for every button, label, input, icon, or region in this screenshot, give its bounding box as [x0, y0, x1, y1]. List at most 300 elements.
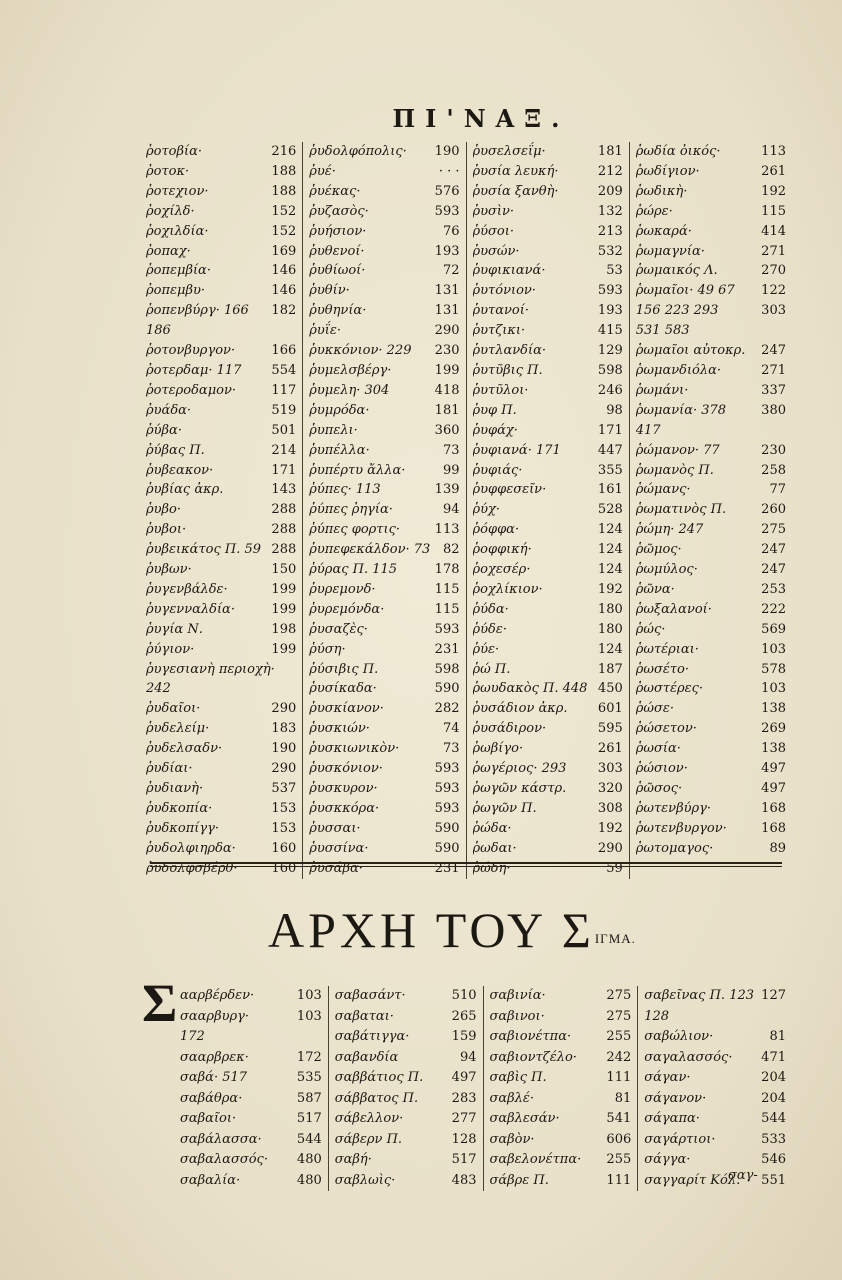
page-number: 598	[434, 661, 460, 677]
page-number: 447	[597, 442, 623, 458]
page-number: 544	[296, 1131, 322, 1147]
page-number: 414	[761, 223, 786, 239]
index-column	[140, 142, 302, 879]
index-entry	[473, 500, 623, 520]
index-entry	[309, 341, 459, 361]
index-entry	[309, 520, 459, 540]
index-entry	[636, 242, 786, 262]
index-entry	[473, 699, 623, 719]
index-term: ῥοτοκ·	[146, 163, 190, 179]
page-number: 535	[296, 1070, 322, 1085]
index-entry	[636, 560, 786, 580]
page-number: 578	[761, 661, 786, 677]
index-term: ῥυβεακον·	[146, 462, 214, 478]
page-number: 598	[597, 362, 623, 378]
page-number: 143	[271, 482, 297, 498]
index-entry	[309, 381, 459, 401]
index-term: ῥυσκίανον·	[309, 701, 384, 717]
page-number: 551	[761, 1172, 786, 1188]
index-term: ῥωυδακὸς Π. 448	[472, 681, 588, 697]
page-number: 593	[434, 203, 460, 219]
index-term: ῥοφφική·	[472, 542, 532, 558]
index-term: ῥυφιάς·	[472, 462, 523, 478]
index-entry	[636, 660, 786, 680]
index-term: ῥυρεμόνδα·	[309, 601, 385, 617]
page-number: 497	[451, 1070, 477, 1085]
page-number: 517	[296, 1111, 322, 1126]
page-number: 103	[761, 681, 786, 697]
page-number: 593	[434, 621, 460, 637]
page-number: 480	[296, 1172, 322, 1188]
index-term: ῥυμελη· 304	[309, 382, 390, 398]
catchword: σαγ-	[728, 1168, 758, 1183]
index-entry	[146, 779, 296, 799]
index-term: ῥυτζικι·	[472, 323, 526, 339]
index-column	[302, 142, 465, 879]
page-number: 277	[451, 1111, 477, 1126]
index-entry	[473, 759, 623, 779]
index-entry	[309, 321, 459, 341]
index-entry	[309, 759, 459, 779]
index-term: ῥυφ Π.	[472, 402, 517, 418]
index-entry	[473, 242, 623, 262]
index-term: σαββάτιος Π.	[334, 1070, 424, 1085]
index-term: ῥωμανία· 378	[635, 402, 727, 418]
index-term: σαβλωὶς·	[334, 1172, 396, 1188]
page-number: 103	[296, 988, 322, 1003]
page-number: 94	[459, 1049, 477, 1065]
index-entry	[644, 1171, 786, 1192]
index-term: σαβαται·	[334, 1008, 394, 1024]
page-number: 138	[761, 741, 786, 757]
index-term: ῥυμρόδα·	[309, 402, 370, 418]
page-number: 111	[606, 1172, 632, 1188]
page-number: 337	[761, 382, 786, 398]
index-term: ῥυδελείμ·	[146, 721, 210, 737]
index-term: σααρβυργ·	[180, 1008, 250, 1024]
index-entry	[146, 699, 296, 719]
index-entry	[180, 1109, 322, 1130]
index-entry	[146, 242, 296, 262]
index-term: ῥόφφα·	[472, 522, 520, 538]
index-term: ῥώρε·	[635, 203, 673, 219]
index-term: ῥυσκόνιον·	[309, 761, 383, 777]
index-term: ῥυδελσαδν·	[146, 741, 223, 757]
index-term: ῥωμαῖοι αὐτοκρ.	[635, 343, 746, 359]
index-entry	[180, 1007, 322, 1028]
index-term: ῥωμαγνία·	[635, 243, 705, 259]
page-number: 160	[271, 860, 297, 876]
page-number: 230	[434, 343, 460, 359]
index-entry	[309, 281, 459, 301]
page-number: 270	[761, 263, 786, 279]
page-number: 150	[271, 562, 297, 578]
index-term: ῥύση·	[309, 641, 346, 657]
page-number: 271	[761, 243, 786, 259]
index-term: ῥυσία λευκή·	[472, 163, 559, 179]
page-number: 76	[442, 223, 460, 239]
index-term: ῥωγῶν κάστρ.	[472, 781, 567, 796]
index-entry	[644, 1048, 786, 1069]
index-column	[483, 986, 638, 1191]
index-entry	[309, 421, 459, 441]
index-entry	[146, 441, 296, 461]
index-term: ῥυρεμονδ·	[309, 581, 376, 597]
index-entry	[309, 819, 459, 839]
page-number: 199	[434, 362, 460, 378]
index-term: ῥυφιανά· 171	[472, 442, 561, 458]
page-number: 153	[271, 820, 297, 836]
page-number: 528	[597, 502, 623, 518]
index-entry	[309, 361, 459, 381]
page-number: 188	[271, 163, 297, 179]
page-number: 199	[271, 601, 297, 617]
index-entry	[180, 1171, 322, 1192]
index-entry	[146, 142, 296, 162]
index-term: ῥωξαλανοί·	[635, 601, 712, 617]
index-term: ῥυήσιον·	[309, 223, 367, 239]
page-number: 193	[434, 243, 460, 259]
index-entry	[636, 301, 786, 321]
index-term: σαβή·	[334, 1152, 372, 1167]
index-entry	[636, 281, 786, 301]
index-entry	[644, 1130, 786, 1151]
index-entry	[644, 1089, 786, 1110]
page-number: 590	[434, 820, 460, 836]
index-term: ῥοχίλδ·	[146, 203, 195, 219]
index-entry	[146, 739, 296, 759]
index-term: ῥυπεφεκάλδον· 73	[309, 542, 431, 558]
index-term: σάβελλον·	[334, 1111, 404, 1126]
index-term: 531 583	[635, 323, 690, 339]
page-number: 258	[761, 462, 786, 478]
index-term: ῥυσάδιρον·	[472, 721, 547, 737]
page-number: 253	[761, 581, 786, 597]
page-number: 199	[271, 641, 297, 657]
index-term: ῥύσοι·	[472, 223, 514, 239]
index-term: σαβλεσάν·	[489, 1111, 560, 1126]
index-entry	[146, 560, 296, 580]
index-term: ῥώσιον·	[635, 761, 688, 777]
index-term: ῥώδα·	[472, 820, 512, 836]
page-number: 192	[761, 183, 786, 199]
page-number: 172	[296, 1049, 322, 1065]
index-entry	[180, 1130, 322, 1151]
index-term: ῥύδα·	[472, 601, 509, 617]
index-entry	[335, 1171, 477, 1192]
page-number: 483	[451, 1172, 477, 1188]
index-entry	[146, 321, 296, 341]
index-entry	[335, 1150, 477, 1171]
index-entry	[473, 839, 623, 859]
index-term: ῥυβων·	[146, 562, 192, 578]
index-entry	[309, 600, 459, 620]
index-entry	[473, 620, 623, 640]
page-number: 124	[597, 542, 623, 558]
page-number: 303	[761, 303, 786, 319]
section-rule-thin	[150, 866, 782, 867]
index-entry	[473, 799, 623, 819]
page-number: 308	[597, 800, 623, 816]
page-number: 190	[434, 144, 460, 159]
index-term: σάγαπα·	[644, 1111, 700, 1126]
index-term: σαβὶς Π.	[489, 1070, 547, 1085]
index-term: ῥωσέτο·	[635, 661, 689, 677]
index-term: σάββατος Π.	[334, 1090, 419, 1106]
index-entry	[473, 719, 623, 739]
index-entry	[490, 1171, 632, 1192]
page-number: 275	[761, 522, 786, 538]
index-entry	[146, 640, 296, 660]
index-term: σαβὸν·	[489, 1131, 535, 1147]
index-term: σαβανδία	[334, 1049, 399, 1065]
page-number: 180	[597, 621, 623, 637]
index-term: ῥύβα·	[146, 422, 182, 438]
index-entry	[146, 480, 296, 500]
index-term: ῥοπεμβυ·	[146, 283, 205, 299]
index-entry	[146, 719, 296, 739]
page-number: 415	[597, 323, 623, 339]
index-term: ῥώμανς·	[635, 482, 691, 498]
index-term: ῥώσε·	[635, 701, 674, 717]
index-entry	[309, 500, 459, 520]
page-number: 204	[761, 1090, 786, 1106]
index-term: ῥωματινὸς Π.	[635, 502, 727, 518]
index-entry	[490, 1007, 632, 1028]
index-term: ῥωβίγο·	[472, 741, 524, 757]
index-term: ῥῶνα·	[635, 581, 675, 597]
page-number: 117	[271, 382, 297, 398]
index-term: ῥώδη·	[472, 860, 511, 876]
page-number: 497	[761, 781, 786, 796]
index-entry	[636, 461, 786, 481]
page-number: 593	[597, 283, 623, 299]
index-entry	[309, 480, 459, 500]
index-entry	[636, 799, 786, 819]
index-entry	[636, 182, 786, 202]
index-entry	[473, 261, 623, 281]
page-number: 532	[597, 243, 623, 259]
index-entry	[473, 162, 623, 182]
page-number: 288	[271, 542, 297, 558]
index-entry	[309, 660, 459, 680]
page-number: 73	[442, 741, 460, 757]
section-title	[268, 900, 788, 969]
page-number: 261	[597, 741, 623, 757]
index-term: ῥωτομαγος·	[635, 840, 714, 856]
page-number: 275	[606, 1008, 632, 1024]
index-term: ῥωδία ὀικός·	[635, 144, 721, 159]
index-entry	[146, 421, 296, 441]
index-column	[466, 142, 629, 879]
index-top-columns	[140, 142, 792, 879]
index-entry	[309, 142, 459, 162]
index-entry	[473, 381, 623, 401]
index-entry	[146, 540, 296, 560]
page-number: 288	[271, 522, 297, 538]
page-number: 242	[606, 1049, 632, 1065]
index-term: σαγγαρίτ Κόλ.	[644, 1172, 741, 1188]
index-entry	[473, 301, 623, 321]
page-number: 74	[442, 721, 460, 737]
page-number: 255	[606, 1029, 632, 1044]
page-number: 99	[442, 462, 460, 478]
index-term: 156 223 293	[635, 303, 719, 319]
page-number: 171	[597, 422, 623, 438]
index-term: ῥυθηνία·	[309, 303, 367, 319]
index-entry	[180, 1150, 322, 1171]
index-entry	[309, 202, 459, 222]
page-number: 497	[761, 761, 786, 777]
index-entry	[473, 520, 623, 540]
index-term: ῥυσάδιον ἀκρ.	[472, 701, 568, 717]
index-entry	[309, 679, 459, 699]
index-entry	[309, 441, 459, 461]
page-number: 115	[434, 581, 460, 597]
index-term: σάβερν Π.	[334, 1131, 403, 1147]
page-number: 159	[451, 1029, 477, 1044]
index-entry	[180, 1068, 322, 1089]
index-entry	[146, 660, 296, 680]
index-term: σαβάλασσα·	[180, 1131, 262, 1147]
index-term: ῥοχεσέρ·	[472, 562, 531, 578]
index-entry	[335, 1007, 477, 1028]
page-number: 190	[271, 741, 297, 757]
page-number: 601	[597, 701, 623, 717]
index-entry	[490, 1048, 632, 1069]
page-number: 169	[271, 243, 297, 259]
index-term: ῥυβο·	[146, 502, 182, 518]
index-term: ῥοτεχιον·	[146, 183, 209, 199]
index-term: ῥωδικὴ·	[635, 183, 688, 199]
page-number: 214	[271, 442, 297, 458]
index-entry	[146, 222, 296, 242]
index-entry	[309, 799, 459, 819]
page-number: 146	[271, 283, 297, 299]
index-term: ῥυβίας ἀκρ.	[146, 482, 224, 498]
index-term: ῥυσία ξανθὴ·	[472, 183, 559, 199]
index-term: ῥυδολφσβέρθ·	[146, 860, 238, 876]
index-term: ῥυγία Ν.	[146, 621, 203, 637]
index-term: ῥυτανοί·	[472, 303, 529, 319]
index-entry	[146, 361, 296, 381]
index-entry	[146, 819, 296, 839]
page-number: 471	[761, 1049, 786, 1065]
index-term: ῥοπαχ·	[146, 243, 191, 259]
index-term: ῥυγεσιανὴ περιοχὴ·	[146, 661, 275, 677]
index-term: ῥώ Π.	[472, 661, 511, 677]
index-entry	[473, 480, 623, 500]
index-entry	[644, 986, 786, 1007]
page-number: 213	[597, 223, 623, 239]
index-entry	[636, 699, 786, 719]
page-number: 587	[296, 1090, 322, 1106]
index-term: σαβινοι·	[489, 1008, 545, 1024]
index-entry	[309, 739, 459, 759]
index-term: ῥυγενβάλδε·	[146, 581, 228, 597]
index-entry	[473, 281, 623, 301]
page-number: 517	[451, 1152, 477, 1167]
page-number: 519	[271, 402, 297, 418]
index-entry	[636, 321, 786, 341]
index-entry	[309, 162, 459, 182]
page-number: 94	[442, 502, 460, 518]
page-number: 53	[606, 263, 623, 279]
page-number: 288	[271, 502, 297, 518]
index-entry	[636, 640, 786, 660]
page-number: 593	[434, 781, 460, 796]
page-number: 115	[761, 203, 786, 219]
page-number: 450	[597, 681, 623, 697]
page-number: 606	[606, 1131, 632, 1147]
index-entry	[636, 620, 786, 640]
index-term: ῥυσών·	[472, 243, 520, 259]
page-number: 255	[606, 1152, 632, 1167]
index-term: ῥυσκιωνικὸν·	[309, 741, 400, 757]
page-number: 212	[597, 163, 623, 179]
page-number: 127	[761, 988, 786, 1003]
index-term: ῥυσελσεΐμ·	[472, 144, 546, 159]
index-term: ῥύπες φορτις·	[309, 522, 401, 538]
index-entry	[473, 540, 623, 560]
page-number: 275	[606, 988, 632, 1003]
index-term: ῥυζασὸς·	[309, 203, 369, 219]
index-term: ῥυσάβα·	[309, 860, 363, 876]
index-entry	[146, 679, 296, 699]
index-term: ῥοπενβύργ· 166	[146, 303, 249, 319]
page-number: 595	[597, 721, 623, 737]
index-entry	[146, 620, 296, 640]
page-number: 199	[271, 581, 297, 597]
index-entry	[309, 461, 459, 481]
page-number: 81	[614, 1090, 632, 1106]
page-number: 544	[761, 1111, 786, 1126]
index-term: ῥυσκυρον·	[309, 781, 378, 796]
index-entry	[490, 1089, 632, 1110]
page-number: 209	[597, 183, 623, 199]
index-entry	[473, 142, 623, 162]
page-number: 178	[434, 562, 460, 578]
index-term: ῥυδίαι·	[146, 761, 193, 777]
index-entry	[335, 1048, 477, 1069]
page-number: 590	[434, 840, 460, 856]
index-term: ῥυσκιών·	[309, 721, 370, 737]
page-number: 124	[597, 641, 623, 657]
page-number: 303	[597, 761, 623, 777]
index-term: ῥοτονβυργον·	[146, 343, 236, 359]
index-term: σαγαλασσός·	[644, 1049, 733, 1065]
page-number: 198	[271, 621, 297, 637]
index-entry	[309, 242, 459, 262]
section-title-text: ΑΡΧΗ ΤΟΥ Σ	[268, 902, 595, 958]
page-number: 569	[761, 621, 786, 637]
index-entry	[636, 341, 786, 361]
page-number: 89	[769, 840, 786, 856]
page-number: 77	[769, 482, 786, 498]
page-number: 72	[442, 263, 460, 279]
index-entry	[146, 839, 296, 859]
index-entry	[180, 1089, 322, 1110]
page-number: 124	[597, 562, 623, 578]
index-term: ῥυτῦλοι·	[472, 382, 529, 398]
index-term: ῥυσσαι·	[309, 820, 361, 836]
index-entry	[636, 600, 786, 620]
index-term: ῥυπέλλα·	[309, 442, 370, 458]
index-term: ῥύχ·	[472, 502, 501, 518]
index-entry	[309, 261, 459, 281]
index-entry	[309, 620, 459, 640]
index-entry	[335, 1130, 477, 1151]
